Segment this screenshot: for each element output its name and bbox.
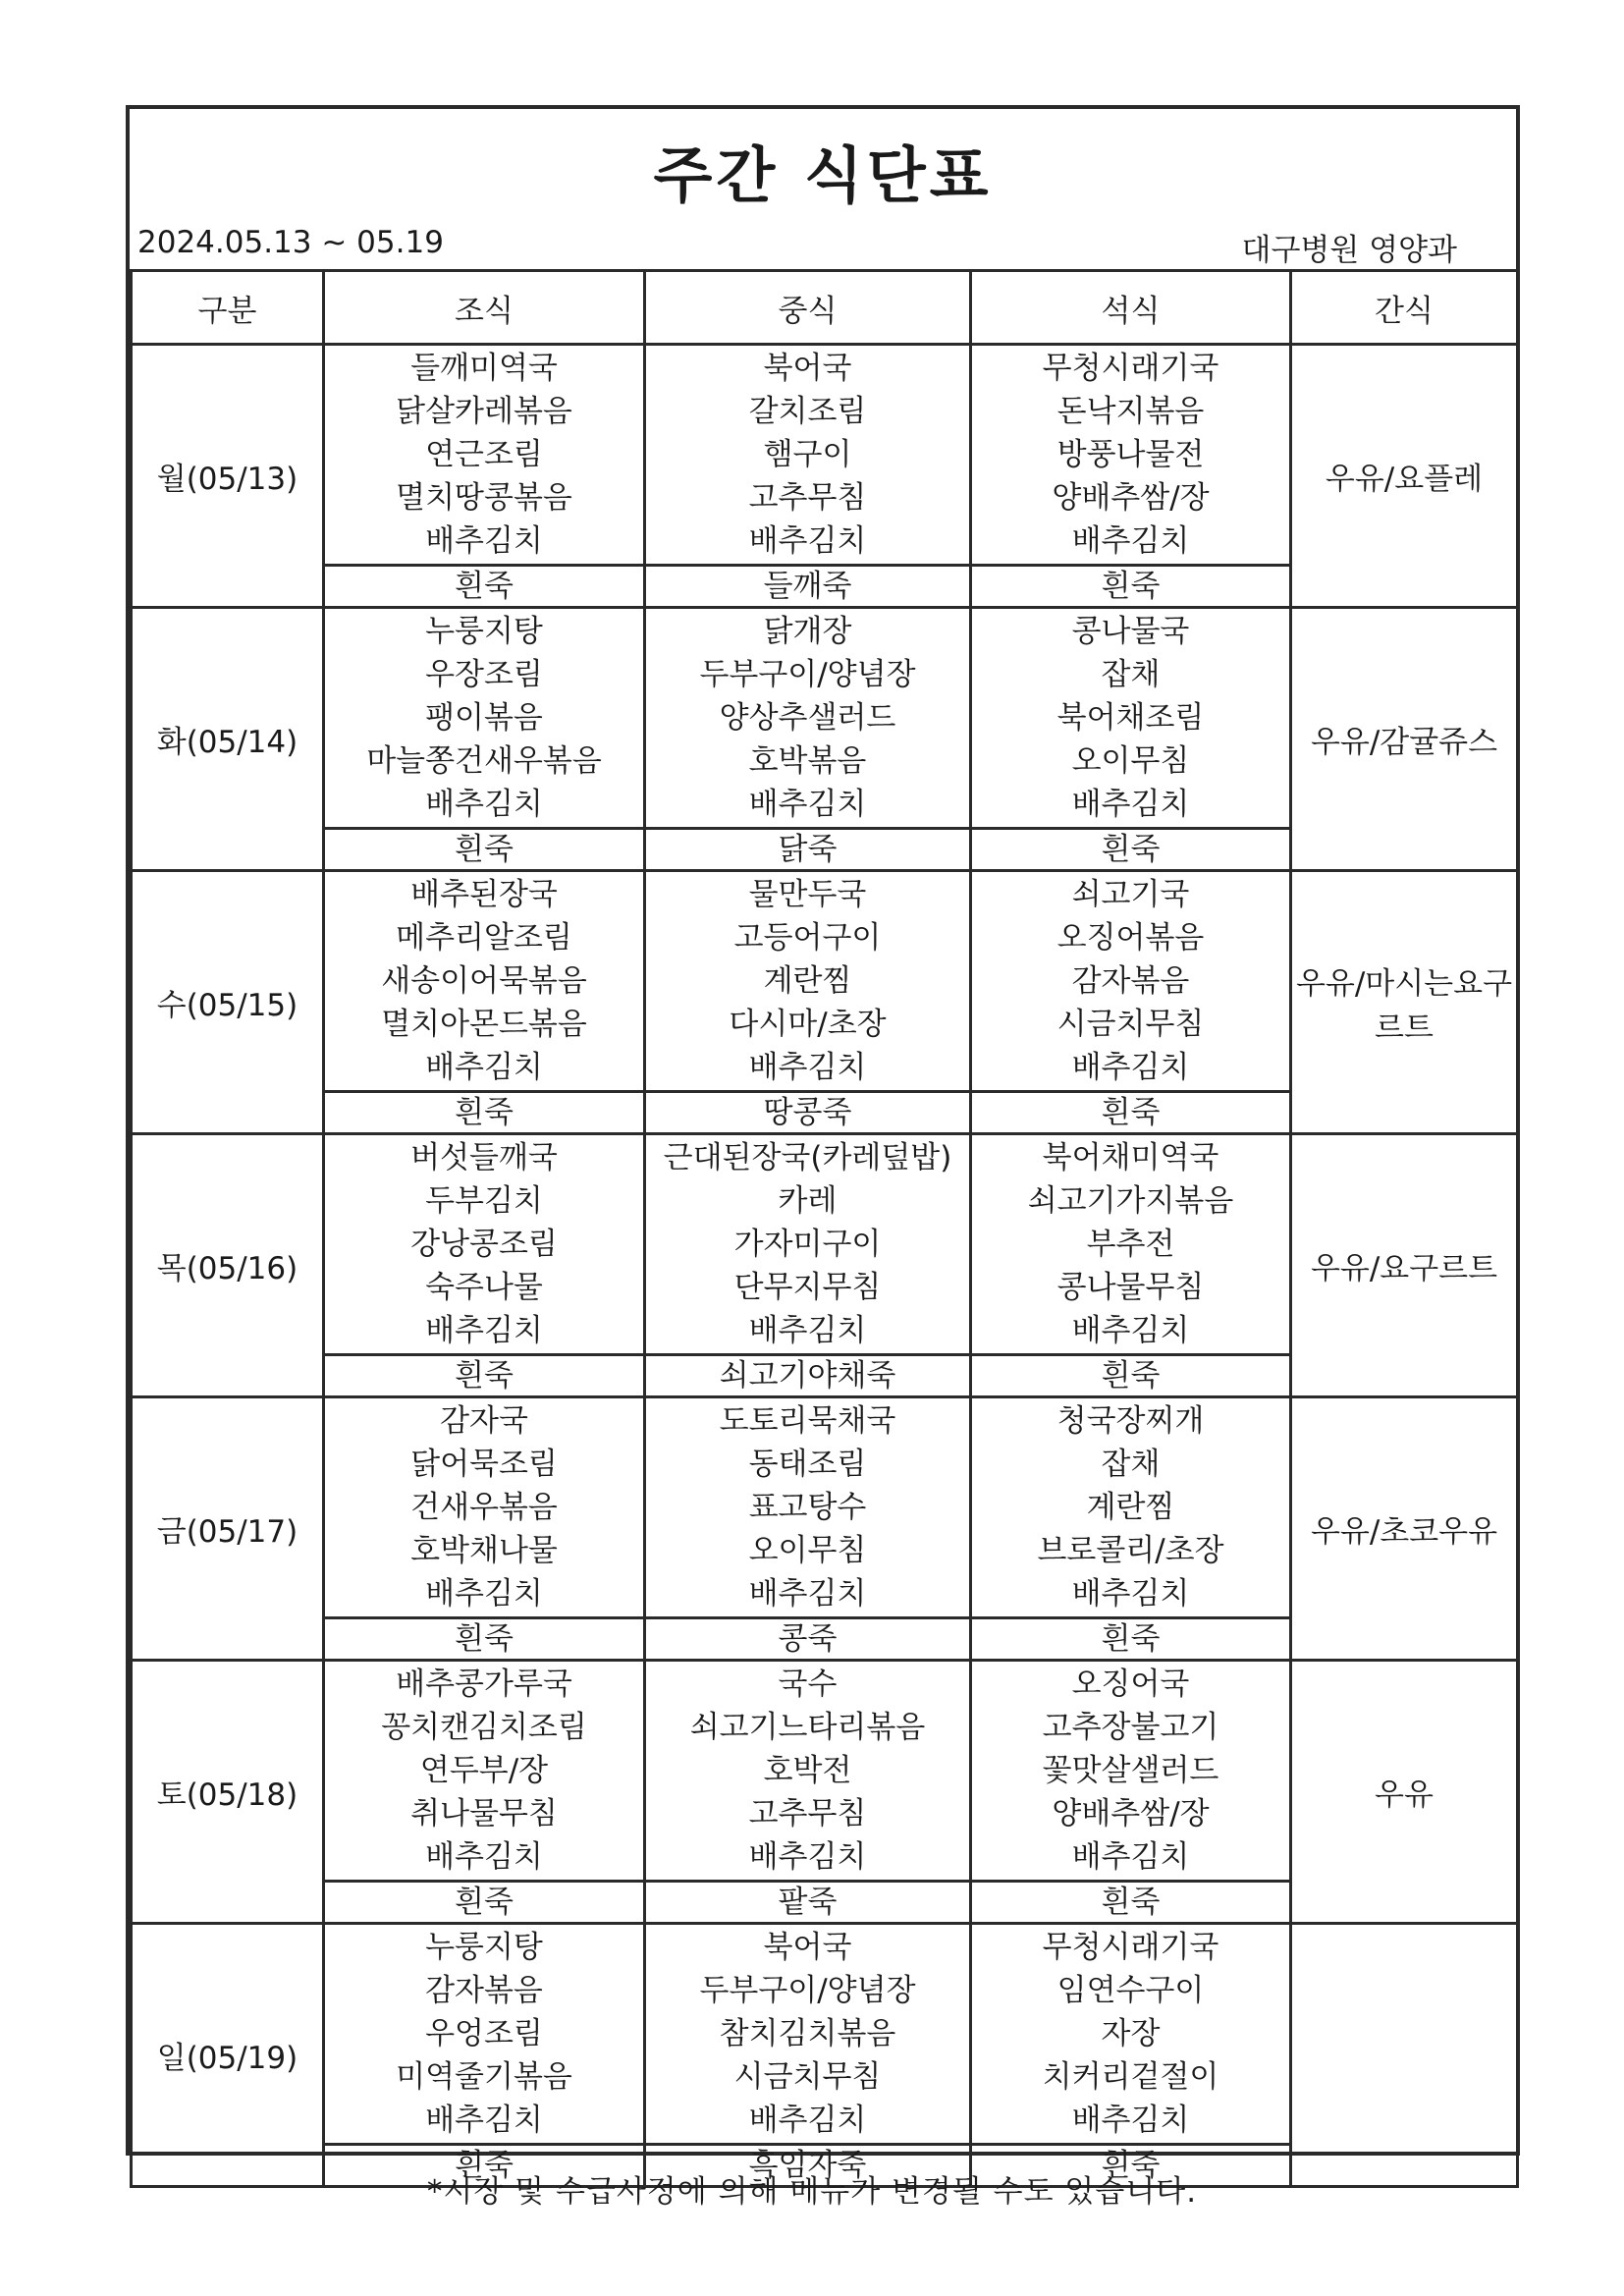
dinner-porridge: 흰죽 [971,1355,1291,1397]
menu-item: 치커리겉절이 [1042,2059,1219,2095]
menu-item: 메추리알조림 [396,920,572,956]
menu-item: 멸치땅콩볶음 [396,480,572,516]
menu-item: 고추무침 [748,480,867,516]
menu-item: 숙주나물 [425,1270,543,1305]
menu-item: 호박채나물 [410,1533,558,1568]
lunch-menu [645,1924,971,2145]
dinner-porridge: 흰죽 [971,1882,1291,1924]
menu-item: 배추김치 [748,787,867,822]
dinner-menu [971,1397,1291,1618]
menu-item: 양배추쌈/장 [1052,1796,1210,1831]
day-label: 화(05/14) [132,608,324,871]
menu-item: 배추김치 [1071,1839,1190,1875]
column-header-category: 구분 [132,271,324,345]
menu-item: 배추김치 [1071,523,1190,559]
menu-item: 임연수구이 [1056,1973,1205,2008]
menu-item: 무청시래기국 [1042,351,1219,386]
menu-item: 쇠고기국 [1071,877,1190,912]
menu-item: 표고탕수 [748,1490,867,1525]
menu-item: 배추김치 [748,523,867,559]
menu-item: 계란찜 [763,963,852,999]
lunch-menu [645,1397,971,1618]
day-row [132,871,1518,1092]
dinner-menu [971,871,1291,1092]
breakfast-porridge: 흰죽 [324,1355,645,1397]
menu-item: 청국장찌개 [1056,1403,1205,1439]
column-header-lunch: 중식 [645,271,971,345]
menu-item: 배추김치 [748,1839,867,1875]
menu-item: 계란찜 [1086,1490,1175,1525]
menu-item: 배추김치 [748,1576,867,1612]
menu-item: 배추김치 [1071,1313,1190,1348]
menu-item: 도토리묵채국 [719,1403,896,1439]
menu-item: 고추무침 [748,1796,867,1831]
lunch-porridge: 닭죽 [645,829,971,871]
menu-item: 북어국 [763,351,852,386]
menu-item: 배추김치 [425,1839,543,1875]
menu-item: 배추김치 [1071,1576,1190,1612]
breakfast-menu [324,608,645,829]
menu-item: 배추김치 [425,1050,543,1085]
menu-item: 배추김치 [1071,787,1190,822]
menu-item: 물만두국 [748,877,867,912]
day-label: 수(05/15) [132,871,324,1134]
menu-item: 감자국 [440,1403,528,1439]
menu-item: 호박볶음 [748,743,867,779]
column-header-dinner: 석식 [971,271,1291,345]
dinner-porridge: 흰죽 [971,829,1291,871]
breakfast-menu [324,1661,645,1882]
menu-item: 무청시래기국 [1042,1930,1219,1965]
menu-item: 배추김치 [748,2103,867,2138]
column-header-breakfast: 조식 [324,271,645,345]
lunch-porridge: 팥죽 [645,1882,971,1924]
day-row [132,608,1518,829]
menu-item: 배추김치 [425,1576,543,1612]
breakfast-porridge: 흰죽 [324,1092,645,1134]
lunch-porridge: 들깨죽 [645,566,971,608]
lunch-menu [645,1661,971,1882]
dinner-menu [971,1134,1291,1355]
menu-item: 잡채 [1101,657,1161,692]
menu-item: 감자볶음 [1071,963,1190,999]
menu-item: 호박전 [763,1753,852,1788]
day-label: 금(05/17) [132,1397,324,1661]
lunch-menu [645,871,971,1092]
breakfast-porridge: 흰죽 [324,1618,645,1661]
menu-item: 오징어국 [1071,1667,1190,1702]
menu-item: 닭어묵조림 [410,1447,558,1482]
menu-item: 배추김치 [425,523,543,559]
menu-item: 카레 [778,1183,838,1219]
meal-table [130,269,1519,2188]
menu-item: 배추김치 [425,1313,543,1348]
notice: *시장 및 수급사정에 의해 메뉴가 변경될 수도 있습니다. [426,2174,1198,2210]
lunch-porridge: 흑임자죽 [645,2145,971,2187]
menu-item: 다시마/초장 [729,1007,887,1042]
lunch-menu [645,1134,971,1355]
menu-item: 배추김치 [1071,2103,1190,2138]
menu-item: 배추김치 [748,1313,867,1348]
menu-item: 꽃맛살샐러드 [1042,1753,1219,1788]
lunch-porridge: 땅콩죽 [645,1092,971,1134]
menu-item: 근대된장국(카레덮밥) [663,1140,952,1175]
menu-item: 북어국 [763,1930,852,1965]
page-title: 주간 식단표 [653,139,993,211]
menu-item: 새송이어묵볶음 [381,963,587,999]
day-row [132,1134,1518,1355]
menu-item: 두부구이/양념장 [699,1973,916,2008]
lunch-porridge: 쇠고기야채죽 [645,1355,971,1397]
menu-item: 브로콜리/초장 [1037,1533,1224,1568]
day-row [132,345,1518,566]
menu-item: 햄구이 [763,437,852,472]
breakfast-menu [324,1397,645,1618]
menu-item: 오징어볶음 [1056,920,1205,956]
breakfast-porridge: 흰죽 [324,1882,645,1924]
dinner-menu [971,1661,1291,1882]
menu-item: 멸치아몬드볶음 [381,1007,587,1042]
menu-item: 미역줄기볶음 [396,2059,572,2095]
breakfast-porridge: 흰죽 [324,566,645,608]
menu-item: 배추콩가루국 [396,1667,572,1702]
menu-item: 건새우볶음 [410,1490,558,1525]
menu-item: 배추김치 [748,1050,867,1085]
breakfast-porridge: 흰죽 [324,829,645,871]
menu-item: 동태조림 [748,1447,867,1482]
snack-menu: 우유/마시는요구르트 [1291,871,1518,1134]
menu-item: 연근조림 [425,437,543,472]
menu-item: 우장조림 [425,657,543,692]
menu-item: 고추장불고기 [1042,1710,1219,1745]
menu-item: 배추김치 [425,787,543,822]
snack-menu: 우유/요플레 [1291,345,1518,608]
menu-item: 오이무침 [748,1533,867,1568]
menu-item: 시금치무침 [1056,1007,1205,1042]
breakfast-menu [324,345,645,566]
menu-item: 닭개장 [763,614,852,649]
lunch-menu [645,345,971,566]
menu-item: 닭살카레볶음 [396,394,572,429]
menu-item: 연두부/장 [419,1753,549,1788]
menu-item: 쇠고기가지볶음 [1027,1183,1234,1219]
breakfast-menu [324,871,645,1092]
menu-item: 국수 [778,1667,838,1702]
menu-item: 누룽지탕 [425,1930,543,1965]
breakfast-menu [324,1924,645,2145]
menu-item: 버섯들깨국 [410,1140,558,1175]
breakfast-menu [324,1134,645,1355]
day-row [132,1397,1518,1618]
dinner-menu [971,1924,1291,2145]
dinner-porridge: 흰죽 [971,1618,1291,1661]
dinner-menu [971,345,1291,566]
menu-item: 우엉조림 [425,2016,543,2051]
menu-item: 취나물무침 [410,1796,558,1831]
day-row [132,1924,1518,2145]
menu-item: 시금치무침 [733,2059,882,2095]
table-body [132,345,1518,2187]
snack-menu [1291,1924,1518,2187]
table-header-row [132,271,1518,345]
menu-item: 부추전 [1086,1227,1175,1262]
menu-item: 배추김치 [1071,1050,1190,1085]
menu-item: 잡채 [1101,1447,1161,1482]
menu-item: 쇠고기느타리볶음 [689,1710,926,1745]
dinner-porridge: 흰죽 [971,2145,1291,2187]
menu-item: 양상추샐러드 [719,700,896,736]
day-label: 일(05/19) [132,1924,324,2187]
menu-item: 들깨미역국 [410,351,558,386]
menu-item: 단무지무침 [733,1270,882,1305]
organization: 대구병원 영양과 [1241,233,1457,268]
snack-menu: 우유 [1291,1661,1518,1924]
menu-item: 북어채미역국 [1042,1140,1219,1175]
menu-item: 강낭콩조림 [410,1227,558,1262]
menu-item: 북어채조림 [1056,700,1205,736]
menu-item: 양배추쌈/장 [1052,480,1210,516]
date-range: 2024.05.13 ~ 05.19 [137,225,444,260]
dinner-porridge: 흰죽 [971,566,1291,608]
menu-item: 감자볶음 [425,1973,543,2008]
menu-item: 가자미구이 [733,1227,882,1262]
menu-item: 돈낙지볶음 [1056,394,1205,429]
menu-item: 방풍나물전 [1056,437,1205,472]
day-row [132,1661,1518,1882]
menu-item: 배추된장국 [410,877,558,912]
column-header-snack: 간식 [1291,271,1518,345]
menu-item: 배추김치 [425,2103,543,2138]
menu-item: 팽이볶음 [425,700,543,736]
day-label: 월(05/13) [132,345,324,608]
menu-item: 꽁치캔김치조림 [381,1710,587,1745]
menu-item: 콩나물국 [1071,614,1190,649]
menu-item: 갈치조림 [748,394,867,429]
snack-menu: 우유/감귤쥬스 [1291,608,1518,871]
day-label: 목(05/16) [132,1134,324,1397]
menu-item: 콩나물무침 [1056,1270,1205,1305]
snack-menu: 우유/초코우유 [1291,1397,1518,1661]
dinner-porridge: 흰죽 [971,1092,1291,1134]
lunch-porridge: 콩죽 [645,1618,971,1661]
menu-item: 자장 [1101,2016,1161,2051]
dinner-menu [971,608,1291,829]
snack-menu: 우유/요구르트 [1291,1134,1518,1397]
menu-item: 두부구이/양념장 [699,657,916,692]
menu-item: 마늘쫑건새우볶음 [366,743,602,779]
breakfast-porridge: 흰죽 [324,2145,645,2187]
menu-item: 참치김치볶음 [719,2016,896,2051]
menu-frame [126,105,1520,2183]
lunch-menu [645,608,971,829]
day-label: 토(05/18) [132,1661,324,1924]
menu-item: 두부김치 [425,1183,543,1219]
menu-item: 누룽지탕 [425,614,543,649]
menu-item: 고등어구이 [733,920,882,956]
menu-item: 오이무침 [1071,743,1190,779]
